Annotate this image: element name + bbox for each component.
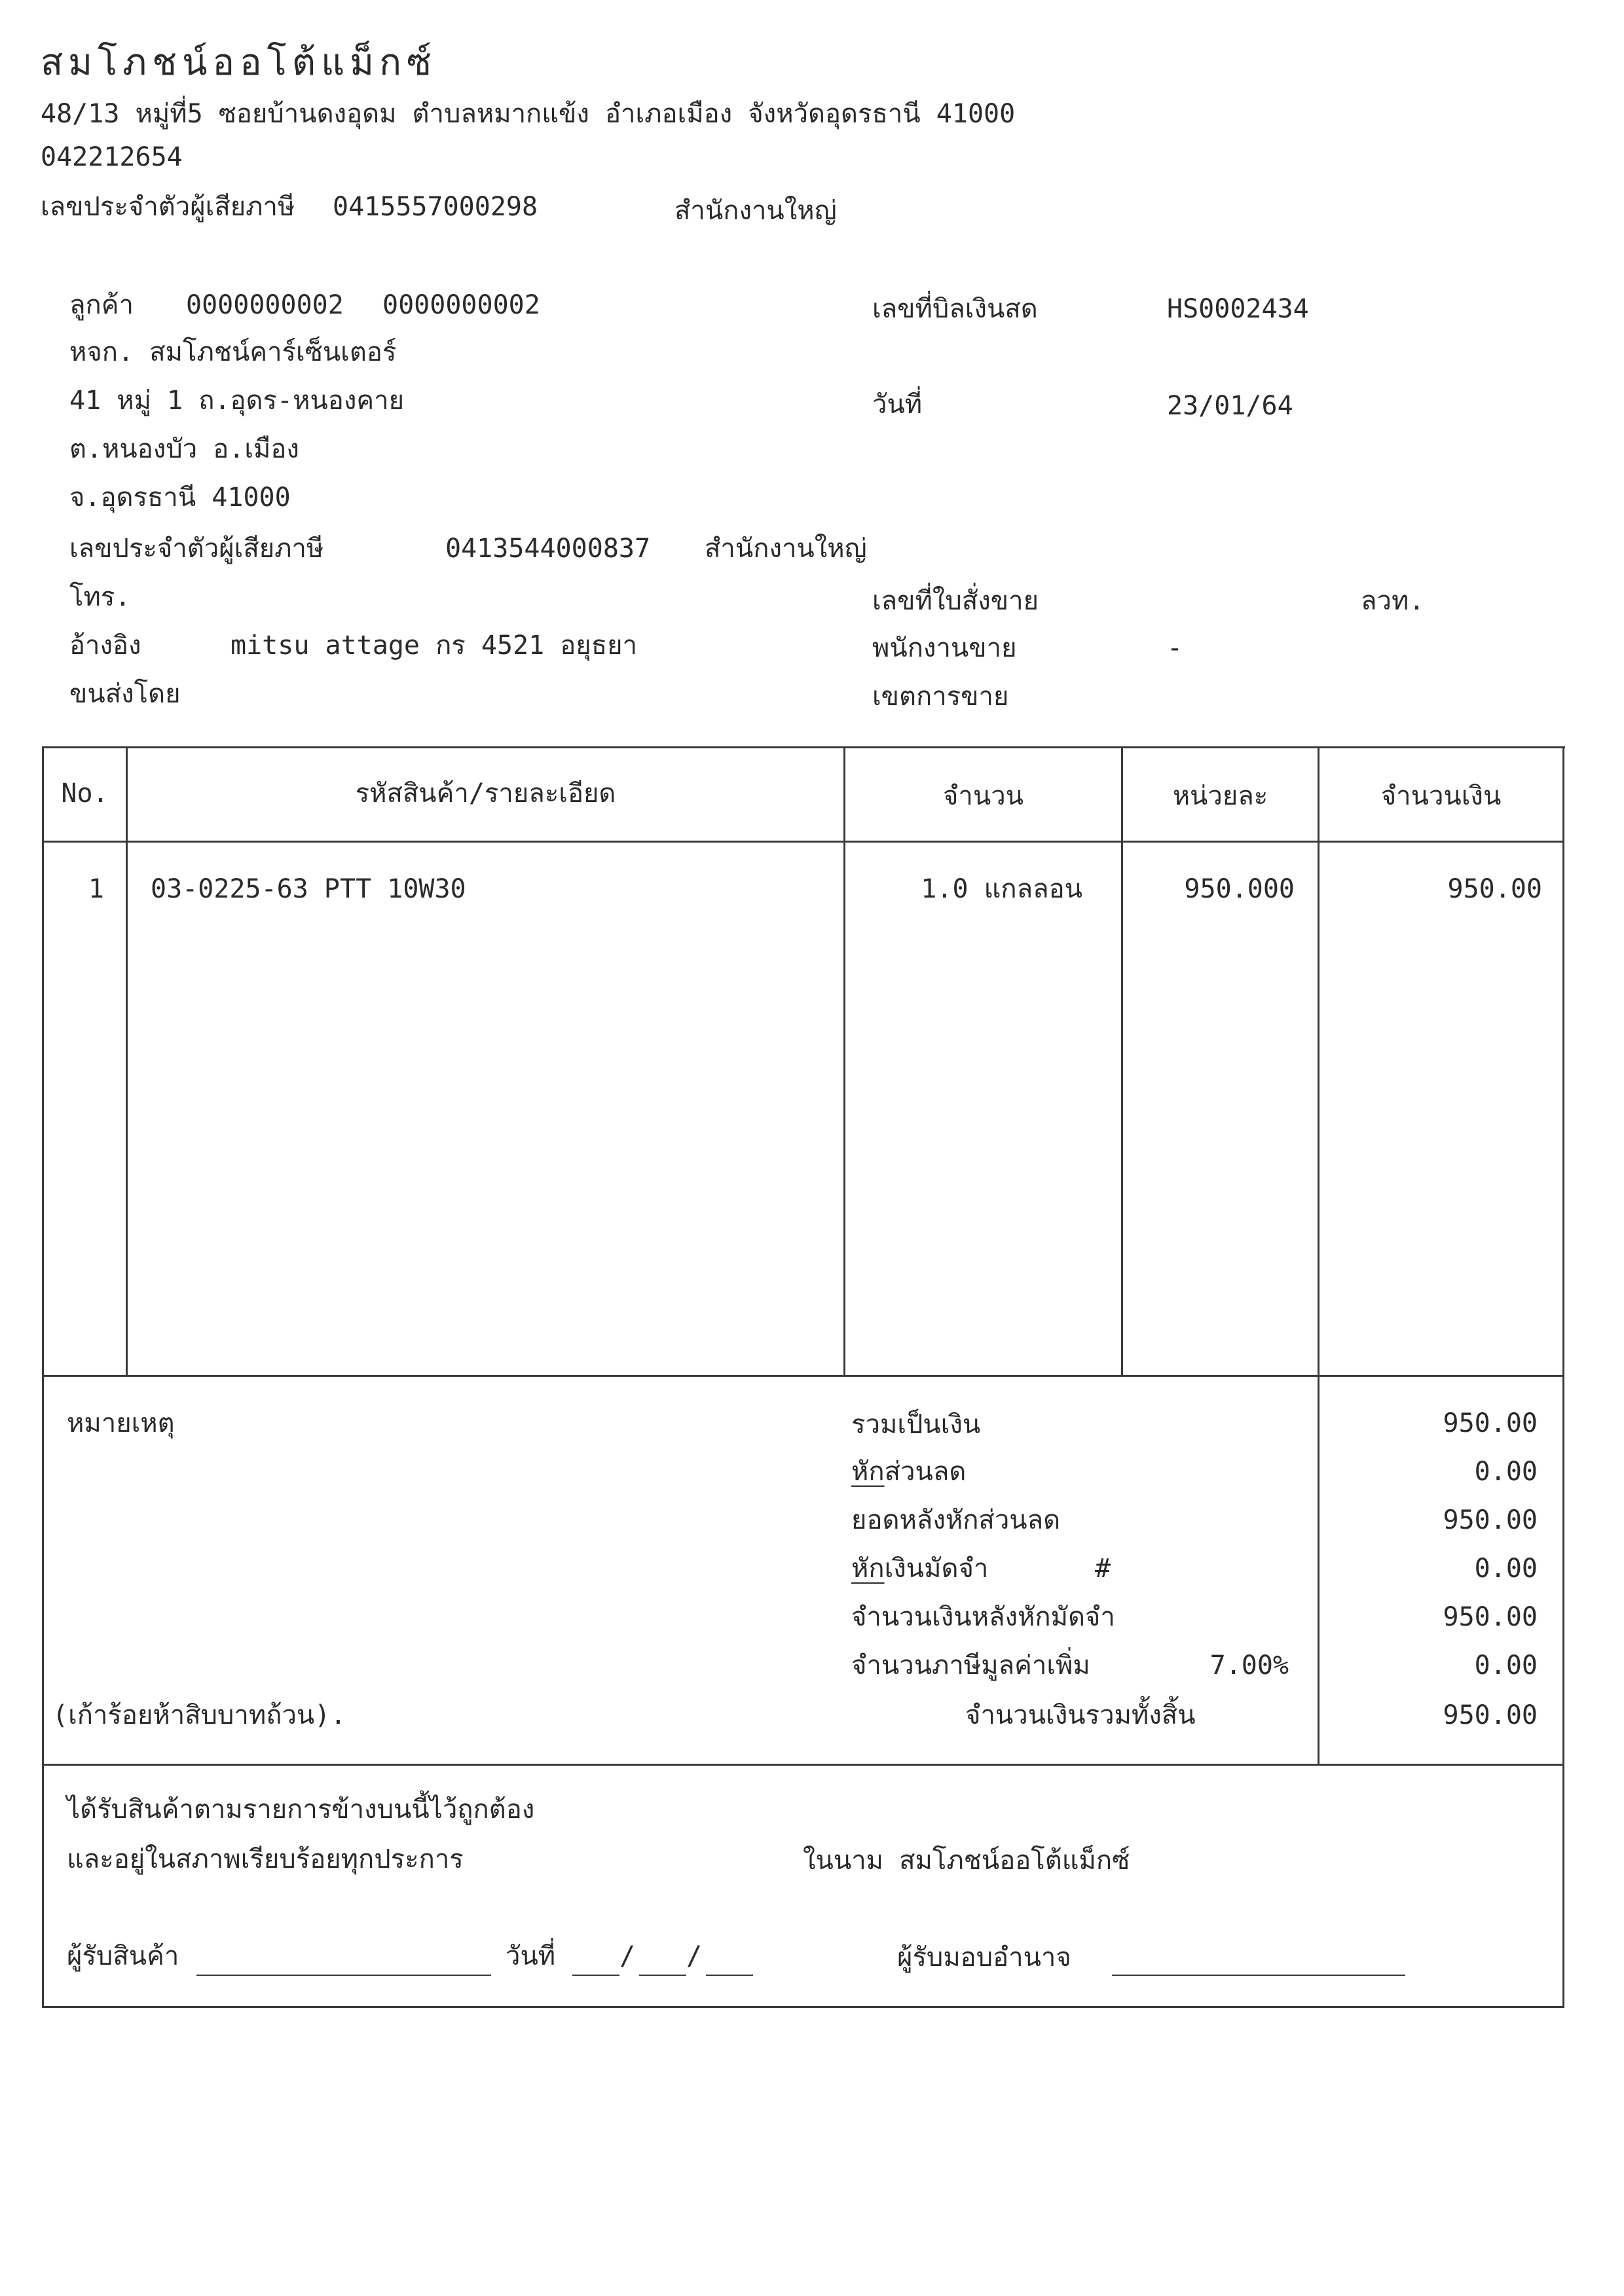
customer-address-3: จ.อุดรธานี 41000 xyxy=(69,483,291,513)
row-description: 03-0225-63 PTT 10W30 xyxy=(151,874,466,904)
discount-value: 0.00 xyxy=(1474,1457,1538,1487)
discount-label-prefix: หัก xyxy=(851,1457,885,1487)
company-phone: 042212654 xyxy=(41,142,183,172)
authorized-label: ผู้รับมอบอำนาจ xyxy=(897,1942,1071,1973)
subtotal-value: 950.00 xyxy=(1443,1408,1538,1438)
company-branch: สำนักงานใหญ่ xyxy=(674,196,837,226)
ship-by-label: ขนส่งโดย xyxy=(69,679,181,709)
customer-label: ลูกค้า xyxy=(69,290,134,320)
row-qty: 1.0 แกลลอน xyxy=(921,874,1082,904)
after-discount-value: 950.00 xyxy=(1443,1505,1538,1535)
customer-tax-id: 0413544000837 xyxy=(445,534,651,564)
deposit-hash: # xyxy=(1095,1554,1111,1584)
header-amount: จำนวนเงิน xyxy=(1380,781,1502,811)
discount-label xyxy=(851,1456,966,1487)
header-qty: จำนวน xyxy=(942,781,1024,811)
receiver-signature-line xyxy=(196,1975,491,1976)
company-name: สมโภชน์ออโต้แม็กซ์ xyxy=(41,41,437,84)
bill-date-label: วันที่ xyxy=(872,390,923,420)
receive-date-label: วันที่ xyxy=(506,1941,556,1971)
after-deposit-label: จำนวนเงินหลังหักมัดจำ xyxy=(851,1602,1115,1632)
deposit-value: 0.00 xyxy=(1474,1554,1538,1584)
subtotal-label: รวมเป็นเงิน xyxy=(851,1410,981,1440)
customer-address-1: 41 หมู่ 1 ถ.อุดร-หนองคาย xyxy=(69,386,405,416)
remark-label: หมายเหตุ xyxy=(67,1408,175,1438)
bill-date: 23/01/64 xyxy=(1167,391,1293,421)
row-no: 1 xyxy=(88,874,104,904)
grand-total-value: 950.00 xyxy=(1443,1700,1538,1730)
received-statement-line-2: และอยู่ในสภาพเรียบร้อยทุกประการ xyxy=(67,1844,464,1874)
header-unit-price: หน่วยละ xyxy=(1172,781,1268,811)
grand-total-label: จำนวนเงินรวมทั้งสิ้น xyxy=(965,1700,1196,1730)
company-address: 48/13 หมู่ที่5 ซอยบ้านดงอุดม ตำบลหมากแข้ง อำเภอเมือง จังหวัดอุดรธานี 41000 xyxy=(41,99,1016,129)
reference-label: อ้างอิง xyxy=(69,630,141,661)
customer-code-2: 0000000002 xyxy=(382,290,540,320)
vat-rate: 7.00% xyxy=(1209,1650,1289,1681)
sales-order-extra: ลวท. xyxy=(1361,586,1425,616)
salesperson-value: - xyxy=(1167,633,1183,663)
customer-branch: สำนักงานใหญ่ xyxy=(705,534,867,564)
discount-label-rest: ส่วนลด xyxy=(884,1457,967,1487)
customer-address-2: ต.หนองบัว อ.เมือง xyxy=(69,434,299,464)
after-discount-label: ยอดหลังหักส่วนลด xyxy=(851,1505,1061,1535)
header-no: No. xyxy=(61,778,109,809)
bill-no-label: เลขที่บิลเงินสด xyxy=(872,294,1038,324)
sales-order-label: เลขที่ใบสั่งขาย xyxy=(872,586,1039,616)
bill-no: HS0002434 xyxy=(1167,294,1309,324)
deposit-label xyxy=(851,1553,988,1584)
company-tax-id: 0415557000298 xyxy=(333,192,538,222)
deposit-label-rest: เงินมัดจำ xyxy=(884,1554,989,1584)
row-amount: 950.00 xyxy=(1447,874,1542,904)
customer-code-1: 0000000002 xyxy=(186,290,344,320)
row-unit-price: 950.000 xyxy=(1184,874,1295,904)
vat-value: 0.00 xyxy=(1474,1650,1538,1681)
customer-phone-label: โทร. xyxy=(69,582,131,612)
vat-label: จำนวนภาษีมูลค่าเพิ่ม xyxy=(851,1650,1090,1681)
authorized-signature-line xyxy=(1112,1975,1405,1976)
company-tax-id-label: เลขประจำตัวผู้เสียภาษี xyxy=(41,192,295,222)
after-deposit-value: 950.00 xyxy=(1443,1602,1538,1632)
deposit-label-prefix: หัก xyxy=(851,1554,885,1584)
customer-tax-id-label: เลขประจำตัวผู้เสียภาษี xyxy=(69,534,324,564)
amount-in-words: (เก้าร้อยห้าสิบบาทถ้วน). xyxy=(52,1700,346,1730)
reference-value: mitsu attage กร 4521 อยุธยา xyxy=(231,630,638,661)
salesperson-label: พนักงานขาย xyxy=(872,633,1017,663)
receiver-label: ผู้รับสินค้า xyxy=(67,1941,179,1971)
received-statement-line-1: ได้รับสินค้าตามรายการข้างบนนี้ไว้ถูกต้อง xyxy=(67,1795,535,1825)
on-behalf-label: ในนาม สมโภชน์ออโต้แม็กซ์ xyxy=(803,1846,1130,1876)
sales-area-label: เขตการขาย xyxy=(872,682,1009,712)
customer-name: หจก. สมโภชน์คาร์เซ็นเตอร์ xyxy=(69,337,397,367)
header-description: รหัสสินค้า/รายละเอียด xyxy=(355,778,616,809)
